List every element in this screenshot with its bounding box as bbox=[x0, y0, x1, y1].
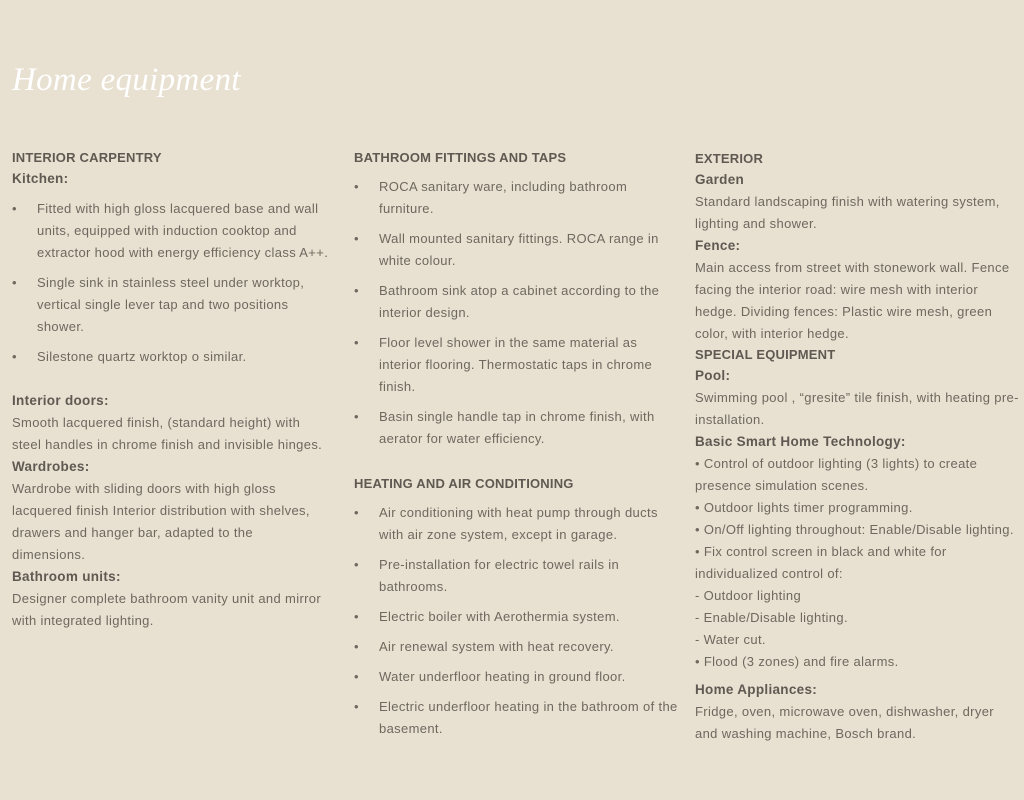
exterior-column bbox=[695, 149, 1020, 745]
pool-text: Swimming pool , “gresite” tile finish, with heating pre-installation. bbox=[695, 390, 1019, 427]
list-item: • Basin single handle tap in chrome finish, with aerator for water efficiency. bbox=[354, 406, 679, 450]
interior-carpentry-column bbox=[12, 148, 330, 632]
section-heading: HEATING AND AIR CONDITIONING bbox=[354, 476, 574, 491]
list-item: • Silestone quartz worktop o similar. bbox=[12, 346, 330, 368]
smart-home-line: - Outdoor lighting bbox=[695, 588, 802, 603]
smart-home-label: Basic Smart Home Technology: bbox=[695, 434, 906, 449]
home-appliances-label: Home Appliances: bbox=[695, 682, 818, 697]
bathroom-units-text: Designer complete bathroom vanity unit and mirror with integrated lighting. bbox=[12, 591, 322, 628]
smart-home-line: • Flood (3 zones) and fire alarms. bbox=[695, 654, 899, 669]
section-heading: INTERIOR CARPENTRY bbox=[12, 150, 162, 165]
list-item: • Wall mounted sanitary fittings. ROCA range in white colour. bbox=[354, 228, 679, 272]
fence-label: Fence: bbox=[695, 238, 741, 253]
pool-label: Pool: bbox=[695, 368, 731, 383]
garden-label: Garden bbox=[695, 172, 745, 187]
section-heading: EXTERIOR bbox=[695, 151, 764, 166]
list-item: • ROCA sanitary ware, including bathroom furniture. bbox=[354, 176, 679, 220]
page-title: Home equipment bbox=[12, 62, 241, 98]
kitchen-label: Kitchen: bbox=[12, 171, 69, 186]
wardrobes-label: Wardrobes: bbox=[12, 459, 90, 474]
fence-text: Main access from street with stonework wall. Fence facing the interior road: wire mesh with interior hedge. Dividing fences: Plastic wire mesh, green color, with interior hedge. bbox=[695, 260, 1010, 341]
heating-list bbox=[354, 502, 679, 740]
list-item: • Bathroom sink atop a cabinet according to the interior design. bbox=[354, 280, 679, 324]
list-item: • Floor level shower in the same material as interior flooring. Thermostatic taps in chrome finish. bbox=[354, 332, 679, 398]
bathroom-fittings-list bbox=[354, 176, 679, 450]
list-item: • Single sink in stainless steel under worktop, vertical single lever tap and two positions shower. bbox=[12, 272, 330, 338]
wardrobes-text: Wardrobe with sliding doors with high gloss lacquered finish Interior distribution with shelves, drawers and hanger bar, adapted to the dimensions. bbox=[12, 481, 310, 562]
garden-text: Standard landscaping finish with watering system, lighting and shower. bbox=[695, 194, 1000, 231]
smart-home-line: • Fix control screen in black and white for individualized control of: bbox=[695, 544, 947, 581]
list-item: • Pre-installation for electric towel rails in bathrooms. bbox=[354, 554, 679, 598]
interior-doors-text: Smooth lacquered finish, (standard height) with steel handles in chrome finish and invisible hinges. bbox=[12, 415, 323, 452]
list-item: • Water underfloor heating in ground floor. bbox=[354, 666, 679, 688]
bathroom-heating-column bbox=[354, 148, 679, 748]
list-item: • Air renewal system with heat recovery. bbox=[354, 636, 679, 658]
smart-home-line: - Enable/Disable lighting. bbox=[695, 610, 848, 625]
section-heading: BATHROOM FITTINGS AND TAPS bbox=[354, 150, 567, 165]
smart-home-line: • On/Off lighting throughout: Enable/Disable lighting. bbox=[695, 522, 1014, 537]
home-appliances-text: Fridge, oven, microwave oven, dishwasher, dryer and washing machine, Bosch brand. bbox=[695, 704, 994, 741]
smart-home-line: • Control of outdoor lighting (3 lights) to create presence simulation scenes. bbox=[695, 456, 978, 493]
interior-doors-label: Interior doors: bbox=[12, 393, 109, 408]
smart-home-line: • Outdoor lights timer programming. bbox=[695, 500, 913, 515]
section-heading: SPECIAL EQUIPMENT bbox=[695, 347, 836, 362]
list-item: • Fitted with high gloss lacquered base and wall units, equipped with induction cooktop and extractor hood with energy efficiency class A++. bbox=[12, 198, 330, 264]
list-item: • Electric boiler with Aerothermia system. bbox=[354, 606, 679, 628]
bathroom-units-label: Bathroom units: bbox=[12, 569, 121, 584]
smart-home-line: - Water cut. bbox=[695, 632, 766, 647]
kitchen-list bbox=[12, 198, 330, 368]
list-item: • Air conditioning with heat pump through ducts with air zone system, except in garage. bbox=[354, 502, 679, 546]
list-item: • Electric underfloor heating in the bathroom of the basement. bbox=[354, 696, 679, 740]
